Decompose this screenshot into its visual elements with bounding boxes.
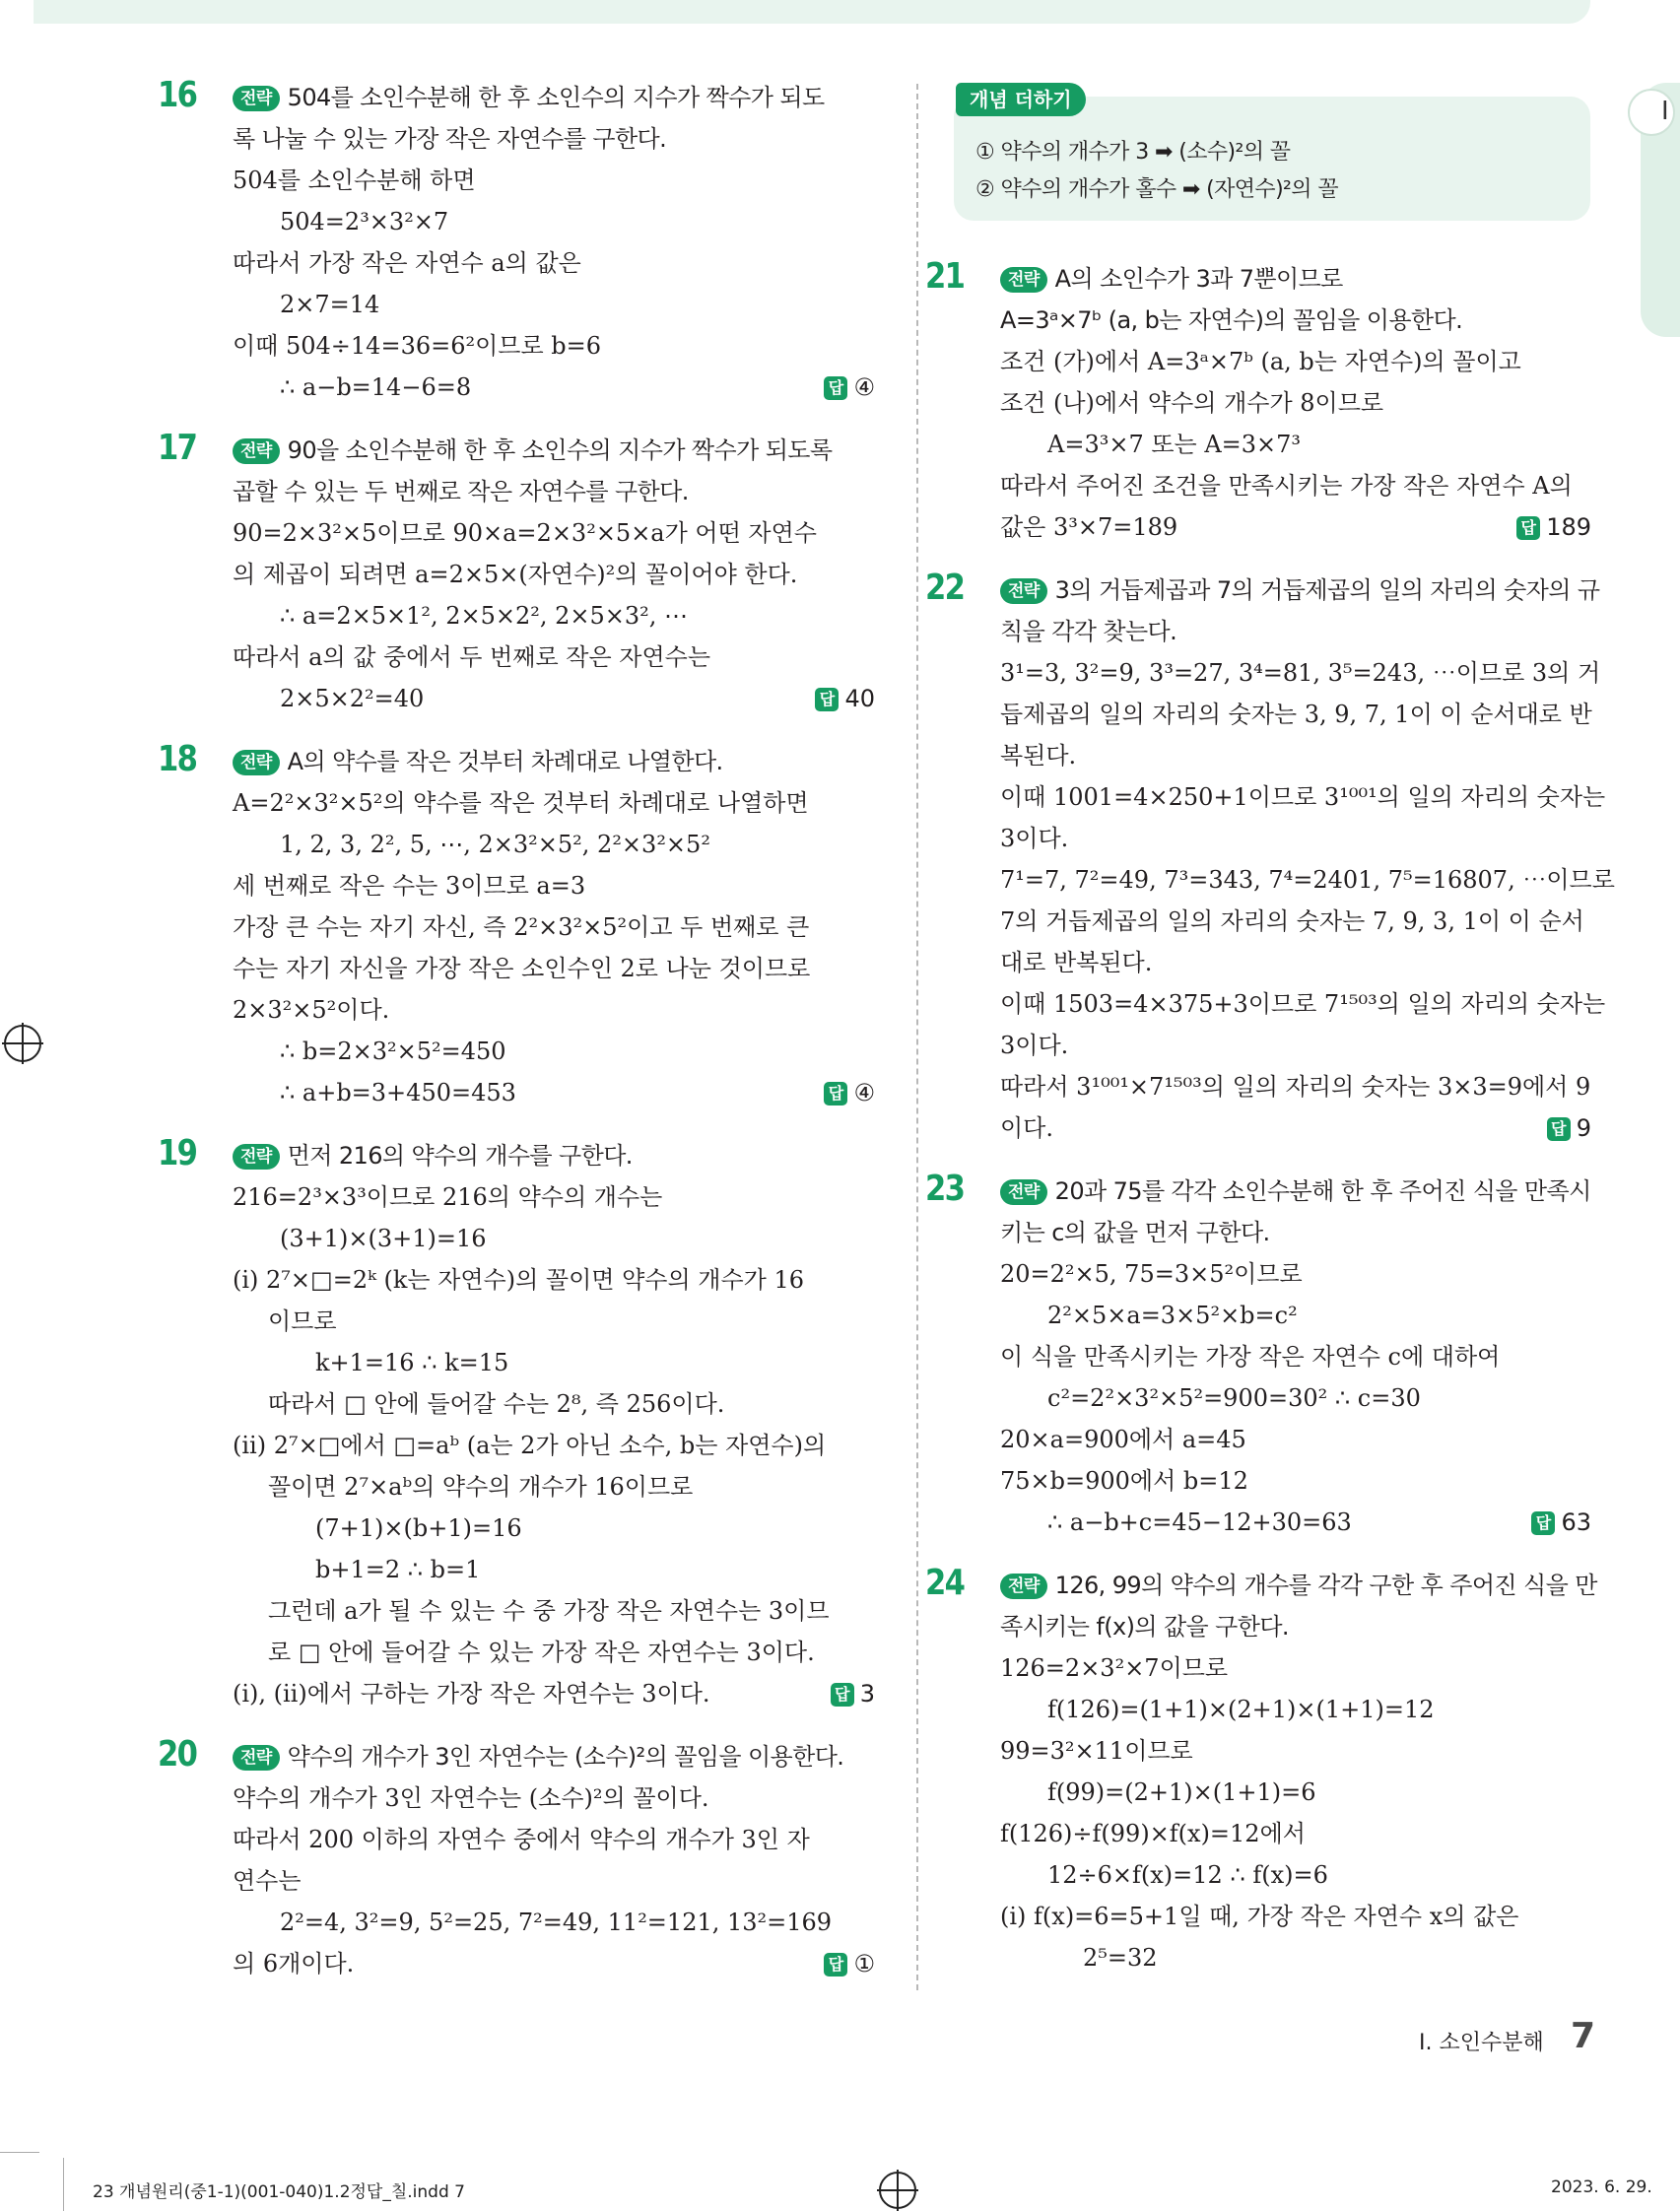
solution-line (233, 1176, 875, 1218)
solution-line (233, 865, 875, 906)
answer-label: 답 (824, 1953, 847, 1976)
line-text: f(126)=(1+1)×(2+1)×(1+1)=12 (1047, 1696, 1435, 1723)
solution-line (233, 1549, 875, 1590)
line-text: 따라서 3¹⁰⁰¹×7¹⁵⁰³의 일의 자리의 숫자는 3×3=9에서 9 (1000, 1073, 1591, 1101)
answer-value: 40 (844, 685, 875, 712)
line-text: 값은 3³×7=189 (1000, 513, 1178, 541)
answer (1516, 506, 1591, 548)
solution-line (1000, 1730, 1591, 1772)
solution-line (233, 1673, 875, 1714)
solution-line (233, 824, 875, 865)
strategy-line (1000, 300, 1591, 341)
right-column (925, 256, 1615, 2000)
line-text: A=3³×7 또는 A=3×7³ (1047, 431, 1302, 458)
answer (1531, 1502, 1591, 1543)
strategy-tag: 전략 (1000, 1574, 1047, 1599)
line-text: 복된다. (1000, 742, 1077, 770)
solution-line (1000, 694, 1591, 735)
problem-16 (158, 75, 875, 408)
solution-line (233, 1425, 875, 1466)
solution-line (233, 1342, 875, 1383)
solution-line (1000, 341, 1591, 382)
line-text: 3¹=3, 3²=9, 3³=27, 3⁴=81, 3⁵=243, ⋯이므로 3의 거 (1000, 659, 1601, 687)
solution-line (233, 678, 875, 719)
solution-line (233, 242, 875, 284)
line-text: 키는 c의 값을 먼저 구한다. (1000, 1219, 1270, 1246)
solution-line (233, 367, 875, 408)
solution-line (1000, 465, 1591, 506)
problem-21 (925, 256, 1591, 548)
answer (1547, 1107, 1591, 1149)
line-text: 의 6개이다. (233, 1950, 355, 1977)
line-text: 126, 99의 약수의 개수를 각각 구한 후 주어진 식을 만 (1054, 1572, 1597, 1599)
problem-23 (925, 1169, 1591, 1543)
line-text: (ⅰ) 2⁷×□=2ᵏ (k는 자연수)의 꼴이면 약수의 개수가 16 (233, 1266, 804, 1294)
line-text: 20×a=900에서 a=45 (1000, 1426, 1246, 1453)
line-text: 수는 자기 자신을 가장 작은 소인수인 2로 나눈 것이므로 (233, 955, 811, 982)
solution-line (233, 1259, 875, 1301)
solution-line (233, 160, 875, 201)
answer (824, 1072, 875, 1113)
line-text: 3이다. (1000, 1032, 1069, 1059)
concept-tag: 개념 더하기 (956, 83, 1086, 116)
line-text: 90을 소인수분해 한 후 소인수의 지수가 짝수가 되도록 (287, 436, 833, 464)
line-text: 7¹=7, 7²=49, 7³=343, 7⁴=2401, 7⁵=16807, ⋯이므로 (1000, 866, 1615, 894)
line-text: A=3ᵃ×7ᵇ (a, b는 자연수)의 꼴임을 이용한다. (1000, 306, 1463, 334)
line-text: 2²×5×a=3×5²×b=c² (1047, 1302, 1298, 1329)
strategy-line (233, 430, 875, 471)
line-text: 따라서 200 이하의 자연수 중에서 약수의 개수가 3인 자 (233, 1826, 810, 1853)
line-text: 따라서 □ 안에 들어갈 수는 2⁸, 즉 256이다. (268, 1390, 725, 1418)
line-text: 꼴이면 2⁷×aᵇ의 약수의 개수가 16이므로 (268, 1473, 694, 1501)
strategy-tag: 전략 (233, 86, 280, 111)
problem-number: 20 (158, 1734, 197, 1775)
line-text: (3+1)×(3+1)=16 (280, 1225, 487, 1252)
chapter-tab-glyph: Ⅰ (1661, 97, 1669, 126)
line-text: 7의 거듭제곱의 일의 자리의 숫자는 7, 9, 3, 1이 이 순서 (1000, 907, 1584, 935)
solution-line (233, 636, 875, 678)
solution-line (1000, 1854, 1591, 1896)
strategy-tag: 전략 (233, 1144, 280, 1170)
solution-line (233, 554, 875, 595)
line-text: (ⅱ) 2⁷×□에서 □=aᵇ (a는 2가 아닌 소수, b는 자연수)의 (233, 1432, 827, 1459)
strategy-line (233, 118, 875, 160)
line-text: 의 제곱이 되려면 a=2×5×(자연수)²의 꼴이어야 한다. (233, 561, 798, 588)
strategy-line (1000, 611, 1591, 652)
solution-line (1000, 1066, 1591, 1107)
solution-line (233, 1943, 875, 1984)
solution-line (233, 284, 875, 325)
problem-number: 17 (158, 428, 197, 468)
strategy-tag: 전략 (233, 438, 280, 464)
problem-number: 18 (158, 739, 197, 779)
solution-line (233, 1590, 875, 1632)
problem-number: 19 (158, 1133, 197, 1173)
strategy-line (1000, 258, 1591, 300)
line-text: 90=2×3²×5이므로 90×a=2×3²×5×a가 어떤 자연수 (233, 519, 817, 547)
line-text: A의 약수를 작은 것부터 차례대로 나열한다. (287, 748, 723, 775)
footer-section: Ⅰ. 소인수분해 (1419, 2031, 1544, 2055)
answer (824, 1943, 875, 1984)
solution-line (1000, 1460, 1591, 1502)
solution-line (1000, 1025, 1591, 1066)
problem-17 (158, 428, 875, 719)
answer (831, 1673, 875, 1714)
problem-number: 24 (925, 1563, 965, 1603)
strategy-line (233, 77, 875, 118)
solution-line (233, 1508, 875, 1549)
solution-line (233, 1383, 875, 1425)
line-text: 따라서 가장 작은 자연수 a의 값은 (233, 249, 581, 277)
line-text: ∴ a−b=14−6=8 (280, 373, 472, 401)
strategy-line (1000, 1565, 1597, 1606)
strategy-line (233, 471, 875, 512)
line-text: 504를 소인수분해 한 후 소인수의 지수가 짝수가 되도 (287, 84, 825, 111)
solution-line (1000, 1336, 1591, 1377)
solution-line (233, 1819, 875, 1860)
top-band (34, 0, 1590, 24)
solution-line (233, 512, 875, 554)
solution-line (233, 325, 875, 367)
line-text: 2×5×2²=40 (280, 685, 425, 712)
line-text: 20과 75를 각각 소인수분해 한 후 주어진 식을 만족시 (1054, 1177, 1591, 1205)
concept-line-2: ② 약수의 개수가 홀수 ➡ (자연수)²의 꼴 (975, 177, 1338, 202)
line-text: 조건 (가)에서 A=3ᵃ×7ᵇ (a, b는 자연수)의 꼴이고 (1000, 348, 1521, 375)
solution-line (1000, 1937, 1591, 1978)
problem-18 (158, 739, 875, 1113)
line-text: 이 식을 만족시키는 가장 작은 자연수 c에 대하여 (1000, 1343, 1501, 1371)
line-text: 12÷6×f(x)=12 ∴ f(x)=6 (1047, 1861, 1328, 1889)
line-text: 조건 (나)에서 약수의 개수가 8이므로 (1000, 389, 1384, 417)
answer (815, 678, 875, 719)
line-text: 이때 504÷14=36=6²이므로 b=6 (233, 332, 602, 360)
problem-20 (158, 1734, 875, 1984)
solution-line (233, 1301, 875, 1342)
strategy-tag: 전략 (233, 1745, 280, 1771)
line-text: 록 나눌 수 있는 가장 작은 자연수를 구한다. (233, 125, 667, 153)
problem-24 (925, 1563, 1597, 1978)
solution-line (1000, 1896, 1591, 1937)
answer-label: 답 (824, 376, 847, 400)
strategy-tag: 전략 (1000, 267, 1047, 293)
strategy-tag: 전략 (233, 750, 280, 775)
answer-value: 189 (1546, 513, 1591, 541)
line-text: 세 번째로 작은 수는 3이므로 a=3 (233, 872, 586, 900)
solution-line (1000, 1647, 1591, 1689)
line-text: ∴ b=2×3²×5²=450 (280, 1038, 506, 1065)
line-text: 가장 큰 수는 자기 자신, 즉 2²×3²×5²이고 두 번째로 큰 (233, 913, 810, 941)
answer-value: 3 (859, 1680, 875, 1708)
page-number: 7 (1571, 2016, 1596, 2056)
solution-line (233, 595, 875, 636)
line-text: 따라서 주어진 조건을 만족시키는 가장 작은 자연수 A의 (1000, 472, 1573, 500)
line-text: 로 □ 안에 들어갈 수 있는 가장 작은 자연수는 3이다. (268, 1639, 815, 1666)
problem-19 (158, 1133, 875, 1714)
line-text: A의 소인수가 3과 7뿐이므로 (1054, 265, 1343, 293)
solution-line (1000, 942, 1591, 983)
line-text: 2²=4, 3²=9, 5²=25, 7²=49, 11²=121, 13²=169 (280, 1909, 833, 1936)
solution-line (1000, 424, 1591, 465)
line-text: 99=3²×11이므로 (1000, 1737, 1193, 1765)
answer-label: 답 (1516, 516, 1540, 540)
line-text: 20=2²×5, 75=3×5²이므로 (1000, 1260, 1303, 1288)
solution-line (233, 1218, 875, 1259)
answer-value: 9 (1576, 1114, 1591, 1142)
line-text: 2×3²×5²이다. (233, 996, 390, 1024)
solution-line (1000, 818, 1591, 859)
strategy-tag: 전략 (1000, 1179, 1047, 1205)
concept-line-1: ① 약수의 개수가 3 ➡ (소수)²의 꼴 (975, 140, 1291, 165)
solution-line (1000, 1502, 1591, 1543)
line-text: (ⅰ), (ⅱ)에서 구하는 가장 작은 자연수는 3이다. (233, 1680, 710, 1708)
strategy-line (1000, 570, 1600, 611)
line-text: 2×7=14 (280, 291, 380, 318)
line-text: A=2²×3²×5²의 약수를 작은 것부터 차례대로 나열하면 (233, 789, 809, 817)
line-text: 연수는 (233, 1867, 302, 1895)
line-text: 이므로 (268, 1307, 337, 1335)
solution-line (1000, 983, 1606, 1025)
answer-label: 답 (831, 1683, 854, 1707)
strategy-line (1000, 1212, 1591, 1253)
strategy-line (1000, 1606, 1591, 1647)
solution-line (233, 1072, 875, 1113)
answer-value: ④ (853, 373, 875, 401)
solution-line (1000, 1772, 1591, 1813)
line-text: 3의 거듭제곱과 7의 거듭제곱의 일의 자리의 숫자의 규 (1054, 576, 1600, 604)
solution-line (233, 1777, 875, 1819)
line-text: ∴ a=2×5×1², 2×5×2², 2×5×3², ⋯ (280, 602, 689, 630)
line-text: 75×b=900에서 b=12 (1000, 1467, 1248, 1495)
file-name: 23 개념원리(중1-1)(001-040)1.2정답_칠.indd 7 (93, 2182, 465, 2202)
solution-line (1000, 735, 1591, 776)
line-text: 족시키는 f(x)의 값을 구한다. (1000, 1613, 1289, 1641)
solution-line (1000, 1419, 1591, 1460)
line-text: 약수의 개수가 3인 자연수는 (소수)²의 꼴이다. (233, 1784, 709, 1812)
line-text: ∴ a−b+c=45−12+30=63 (1047, 1508, 1352, 1536)
answer-label: 답 (1547, 1117, 1571, 1141)
line-text: 이다. (1000, 1114, 1053, 1142)
line-text: 1, 2, 3, 2², 5, ⋯, 2×3²×5², 2²×3²×5² (280, 831, 710, 858)
answer-label: 답 (1531, 1511, 1555, 1535)
solution-line (1000, 776, 1606, 818)
solution-line (1000, 1689, 1591, 1730)
problem-number: 23 (925, 1169, 965, 1209)
registration-mark (879, 2172, 916, 2209)
problem-number: 21 (925, 256, 965, 297)
line-text: 216=2³×3³이므로 216의 약수의 개수는 (233, 1183, 663, 1211)
solution-line (233, 989, 875, 1031)
answer-value: 63 (1561, 1508, 1591, 1536)
line-text: 대로 반복된다. (1000, 949, 1153, 976)
line-text: k+1=16 ∴ k=15 (315, 1349, 509, 1376)
line-text: 이때 1001=4×250+1이므로 3¹⁰⁰¹의 일의 자리의 숫자는 (1000, 783, 1606, 811)
line-text: 504=2³×3²×7 (280, 208, 449, 235)
answer-value: ① (853, 1950, 875, 1977)
crop-mark-vertical (63, 2158, 64, 2211)
line-text: b+1=2 ∴ b=1 (315, 1556, 481, 1583)
line-text: 듭제곱의 일의 자리의 숫자는 3, 9, 7, 1이 이 순서대로 반 (1000, 701, 1592, 728)
solution-line (233, 1860, 875, 1902)
line-text: 504를 소인수분해 하면 (233, 167, 476, 194)
strategy-line (1000, 1171, 1591, 1212)
solution-line (233, 1632, 875, 1673)
left-column (158, 75, 875, 2006)
line-text: 곱할 수 있는 두 번째로 작은 자연수를 구한다. (233, 478, 689, 505)
file-date: 2023. 6. 29. (1551, 2178, 1652, 2197)
solution-line (1000, 1253, 1591, 1295)
line-text: (7+1)×(b+1)=16 (315, 1514, 522, 1542)
solution-line (1000, 1295, 1591, 1336)
crop-mark (0, 2152, 39, 2153)
solution-line (1000, 859, 1615, 901)
line-text: 먼저 216의 약수의 개수를 구한다. (287, 1142, 633, 1170)
line-text: 약수의 개수가 3인 자연수는 (소수)²의 꼴임을 이용한다. (287, 1743, 844, 1771)
registration-mark (4, 1025, 41, 1062)
solution-line (233, 906, 875, 948)
strategy-line (233, 741, 875, 782)
line-text: 따라서 a의 값 중에서 두 번째로 작은 자연수는 (233, 643, 711, 671)
answer (824, 367, 875, 408)
line-text: f(99)=(2+1)×(1+1)=6 (1047, 1778, 1316, 1806)
solution-line (1000, 901, 1591, 942)
concept-body (975, 134, 1338, 209)
line-text: 126=2×3²×7이므로 (1000, 1654, 1229, 1682)
line-text: 3이다. (1000, 825, 1069, 852)
solution-line (1000, 382, 1591, 424)
solution-line (233, 1466, 875, 1508)
strategy-tag: 전략 (1000, 578, 1047, 604)
answer-label: 답 (824, 1082, 847, 1106)
solution-line (1000, 1107, 1591, 1149)
line-text: (ⅰ) f(x)=6=5+1일 때, 가장 작은 자연수 x의 값은 (1000, 1903, 1519, 1930)
solution-line (233, 948, 875, 989)
solution-line (233, 782, 875, 824)
answer-label: 답 (815, 688, 839, 711)
solution-line (233, 201, 875, 242)
problem-22 (925, 568, 1615, 1149)
problem-number: 16 (158, 75, 197, 115)
line-text: 그런데 a가 될 수 있는 수 중 가장 작은 자연수는 3이므 (268, 1597, 830, 1625)
solution-line (1000, 506, 1591, 548)
strategy-line (233, 1135, 875, 1176)
line-text: f(126)÷f(99)×f(x)=12에서 (1000, 1820, 1306, 1847)
solution-line (233, 1031, 875, 1072)
line-text: c²=2²×3²×5²=900=30² ∴ c=30 (1047, 1384, 1421, 1412)
problem-number: 22 (925, 568, 965, 608)
solution-line (1000, 1377, 1591, 1419)
line-text: ∴ a+b=3+450=453 (280, 1079, 516, 1106)
column-divider (916, 84, 918, 1990)
line-text: 이때 1503=4×375+3이므로 7¹⁵⁰³의 일의 자리의 숫자는 (1000, 990, 1606, 1018)
line-text: 2⁵=32 (1083, 1944, 1158, 1972)
solution-line (1000, 1813, 1591, 1854)
answer-value: ④ (853, 1079, 875, 1106)
strategy-line (233, 1736, 875, 1777)
line-text: 칙을 각각 찾는다. (1000, 618, 1177, 645)
solution-line (1000, 652, 1601, 694)
solution-line (233, 1902, 875, 1943)
